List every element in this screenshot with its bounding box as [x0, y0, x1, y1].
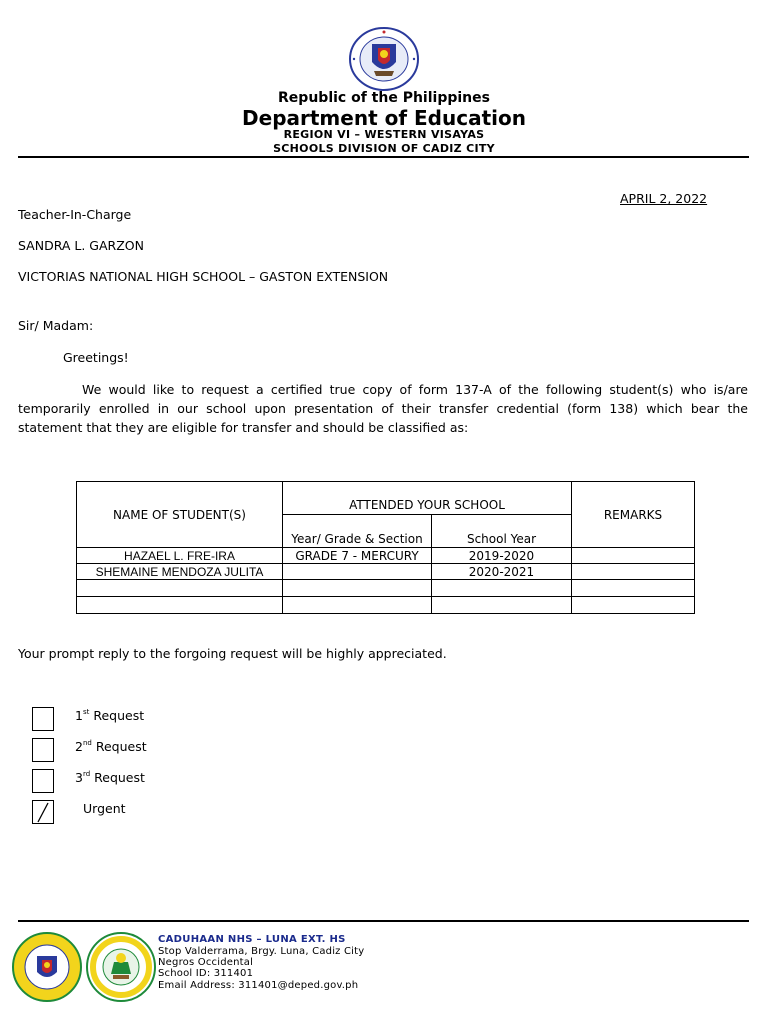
check-slash-icon [33, 801, 53, 823]
letter-date: APRIL 2, 2022 [620, 191, 708, 206]
greeting: Greetings! [63, 350, 129, 365]
student-name [77, 597, 283, 614]
table-row [77, 564, 695, 580]
student-name: HAZAEL L. FRE-IRA [77, 548, 283, 564]
footer-address-line1: Stop Valderrama, Brgy. Luna, Cadiz City [158, 946, 365, 957]
salutation: Sir/ Madam: [18, 318, 94, 333]
student-grade: GRADE 7 - MERCURY [283, 548, 432, 564]
table-row [77, 580, 695, 597]
student-year [432, 597, 572, 614]
col-header-name: NAME OF STUDENT(S) [77, 482, 283, 548]
header-divider [18, 156, 749, 158]
header-region: REGION VI – WESTERN VISAYAS [283, 128, 485, 141]
header-division: SCHOOLS DIVISION OF CADIZ CITY [273, 142, 495, 155]
student-remarks [572, 564, 695, 580]
third-request-checkbox[interactable] [32, 769, 54, 793]
student-name: SHEMAINE MENDOZA JULITA [77, 564, 283, 580]
col-header-year: School Year [432, 515, 572, 548]
student-year: 2019-2020 [432, 548, 572, 564]
header-republic: Republic of the Philippines [278, 90, 490, 106]
student-grade [283, 564, 432, 580]
third-request-label: 3rd Request [75, 770, 145, 785]
student-year: 2020-2021 [432, 564, 572, 580]
recipient-school: VICTORIAS NATIONAL HIGH SCHOOL – GASTON EXTENSION [18, 269, 389, 284]
footer-divider [18, 920, 749, 922]
col-header-grade: Year/ Grade & Section [283, 515, 432, 548]
table-row [77, 548, 695, 564]
deped-seal-logo [348, 26, 420, 92]
students-table [76, 481, 695, 614]
footer-email: Email Address: 311401@deped.gov.ph [158, 980, 359, 991]
student-grade [283, 580, 432, 597]
urgent-label: Urgent [83, 801, 126, 816]
student-remarks [572, 580, 695, 597]
footer-address-line2: Negros Occidental [158, 957, 254, 968]
urgent-checkbox[interactable] [32, 800, 54, 824]
footer-school-name: CADUHAAN NHS – LUNA EXT. HS [158, 934, 346, 945]
student-year [432, 580, 572, 597]
student-remarks [572, 548, 695, 564]
second-request-checkbox[interactable] [32, 738, 54, 762]
first-request-label: 1st Request [75, 708, 145, 723]
recipient-name: SANDRA L. GARZON [18, 238, 144, 253]
closing-text: Your prompt reply to the forgoing request will be highly appreciated. [18, 646, 447, 661]
col-header-attended: ATTENDED YOUR SCHOOL [283, 482, 572, 515]
footer-school-id: School ID: 311401 [158, 968, 254, 979]
table-row [77, 597, 695, 614]
student-name [77, 580, 283, 597]
first-request-checkbox[interactable] [32, 707, 54, 731]
student-grade [283, 597, 432, 614]
col-header-remarks: REMARKS [572, 482, 695, 548]
recipient-title: Teacher-In-Charge [18, 207, 132, 222]
luna-extension-school-logo [86, 932, 156, 1002]
request-paragraph: We would like to request a certified true copy of form 137-A of the following student(s) who is/are temporarily enrolled in our school upon presentation of their transfer credential (form 138) which bear the statement that they are eligible for transfer and should be classified as: [18, 382, 748, 435]
student-remarks [572, 597, 695, 614]
division-seal-logo [12, 932, 82, 1002]
second-request-label: 2nd Request [75, 739, 147, 754]
header-department: Department of Education [242, 106, 526, 130]
